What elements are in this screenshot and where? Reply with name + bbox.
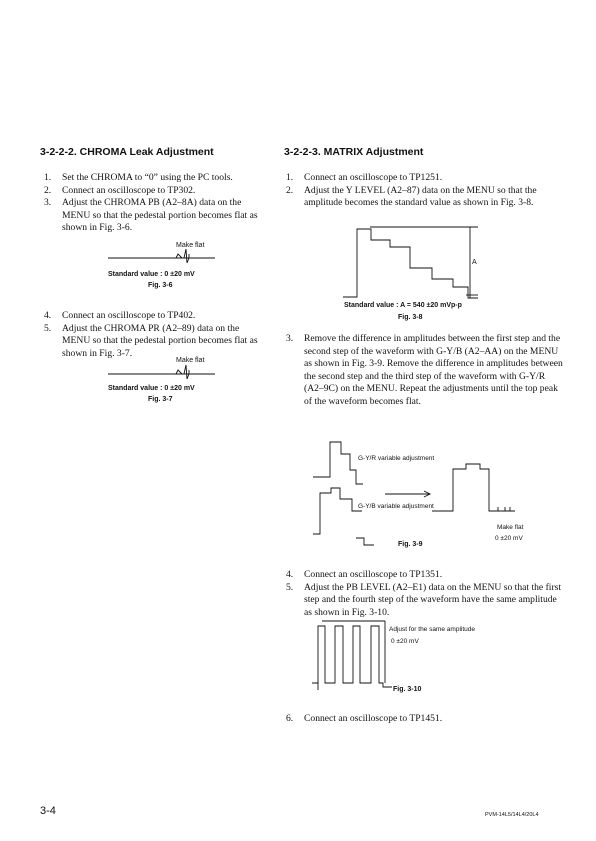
- fig8-label-a: A: [472, 259, 477, 266]
- list-item: 3. Remove the difference in amplitudes between the first step and the second step of the waveform with G-Y/B (A2–AA) on the MENU as shown in Fig. 3-9. Remove the difference in amplitudes between the second step and the third step of the waveform with G-Y/R (A2–9C) on the MENU. Repeat the adjustments until the top peak of the waveform becomes flat.: [286, 333, 563, 407]
- list-item: 4. Connect an oscilloscope to TP402.: [44, 310, 196, 321]
- matrix-heading: 3-2-2-3. MATRIX Adjustment: [284, 146, 424, 158]
- fig6-standard-value: Standard value : 0 ±20 mV: [108, 271, 195, 278]
- fig9-gyb-label: G-Y/B variable adjustment: [358, 503, 434, 510]
- fig8-caption: Fig. 3-8: [398, 314, 423, 321]
- list-item: 5. Adjust the CHROMA PR (A2–89) data on the MENU so that the pedestal portion becomes flat as shown in Fig. 3-7.: [44, 322, 258, 359]
- list-item: 4. Connect an oscilloscope to TP1351.: [286, 569, 443, 580]
- fig8-standard-value: Standard value : A = 540 ±20 mVp-p: [344, 302, 462, 309]
- fig10-adjust-label: Adjust for the same amplitude: [389, 626, 475, 633]
- list-item: 2. Connect an oscilloscope to TP302.: [44, 184, 196, 196]
- fig9-caption: Fig. 3-9: [398, 541, 423, 548]
- fig7-make-flat-label: Make flat: [176, 357, 205, 364]
- list-item: 6. Connect an oscilloscope to TP1451.: [286, 713, 443, 724]
- fig10-caption: Fig. 3-10: [393, 686, 422, 693]
- fig9-value-label: 0 ±20 mV: [495, 535, 523, 542]
- fig7-caption: Fig. 3-7: [148, 396, 173, 403]
- fig7-standard-value: Standard value : 0 ±20 mV: [108, 385, 195, 392]
- list-item: 1. Set the CHROMA to “0” using the PC tools.: [44, 172, 233, 183]
- list-item: 2. Adjust the Y LEVEL (A2–87) data on the MENU so that the amplitude becomes the standard value as shown in Fig. 3-8.: [286, 184, 537, 209]
- page-number: 3-4: [40, 805, 56, 817]
- list-item: 5. Adjust the PB LEVEL (A2–E1) data on the MENU so that the first step and the fourth step of the waveform have the same amplitude as shown in Fig. 3-10.: [286, 581, 562, 618]
- fig6-make-flat-label: Make flat: [176, 242, 205, 249]
- footer-model: PVM-14L5/14L4/20L4: [485, 812, 539, 818]
- fig6-caption: Fig. 3-6: [148, 282, 173, 289]
- list-item: 3. Adjust the CHROMA PB (A2–8A) data on the MENU so that the pedestal portion becomes flat as shown in Fig. 3-6.: [44, 197, 258, 234]
- chroma-heading: 3-2-2-2. CHROMA Leak Adjustment: [40, 146, 214, 158]
- list-item: 1. Connect an oscilloscope to TP1251.: [286, 172, 443, 183]
- fig9-gyr-label: G-Y/R variable adjustment: [358, 455, 435, 462]
- fig9-make-flat-label: Make flat: [497, 524, 524, 531]
- matrix-steps-d: [286, 713, 562, 726]
- fig10-value-label: 0 ±20 mV: [391, 638, 419, 645]
